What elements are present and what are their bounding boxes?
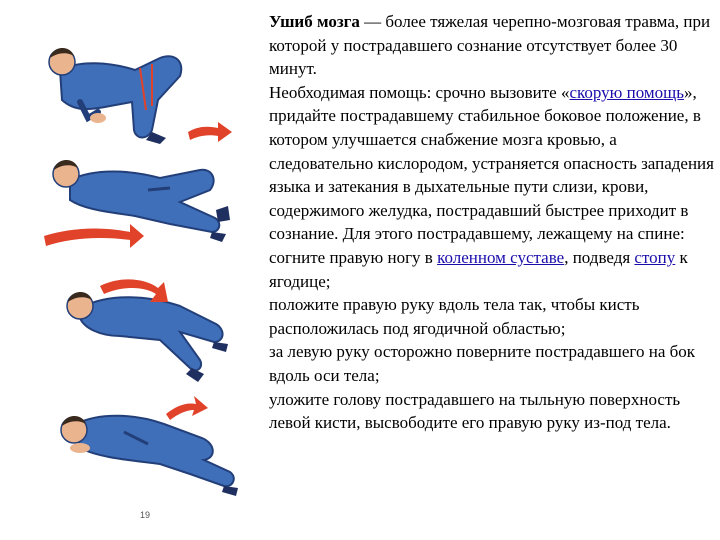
intro-text: — более тяжелая черепно-мозговая травма, при которой у пострадавшего сознание отсутствует более 30 минут. — [269, 12, 711, 79]
figure-step-4 — [61, 396, 238, 520]
step-4: уложите голову пострадавшего на тыльную поверхность левой кисти, высвободите его правую руку из-под тела. — [269, 389, 681, 433]
step-1 — [269, 246, 717, 293]
arrow-icon — [166, 396, 208, 420]
page-number: 19 — [140, 510, 151, 520]
step-2: положите правую руку вдоль тела так, чтобы кисть расположилась под ягодичной областью; — [269, 295, 640, 338]
figure-step-1 — [49, 48, 232, 144]
figure-step-3 — [67, 279, 228, 382]
figure-step-2 — [44, 160, 230, 248]
step-3: за левую руку осторожно поверните пострадавшего на бок вдоль оси тела; — [269, 342, 696, 385]
arrow-icon — [44, 224, 144, 248]
intro-paragraph — [269, 10, 717, 81]
ambulance-link[interactable]: скорую помощь — [569, 82, 685, 102]
article-text — [269, 10, 717, 435]
knee-joint-link[interactable]: коленном суставе — [437, 247, 565, 267]
help-text-after: », придайте пострадавшему стабильное боковое положение, в котором улучшается снабжение мозга кровью, а следовательно кислородом, устраняется опасность западения языка и затекания в дыхательные пути слизи, крови, содержимого желудка, пострадавший быстрее приходит в сознание. Для этого пострадавшему, лежащему на спине: — [269, 82, 714, 244]
help-paragraph — [269, 81, 717, 246]
step1-text-after: к ягодице; — [269, 247, 688, 291]
step1-text-before: согните правую ногу в — [269, 247, 438, 267]
arrow-icon — [188, 122, 232, 142]
foot-link[interactable]: стопу — [634, 247, 676, 267]
step1-text-mid: , подведя — [564, 247, 635, 267]
help-text-before: Необходимая помощь: срочно вызовите « — [269, 82, 570, 102]
term: Ушиб мозга — [269, 12, 360, 31]
recovery-position-illustration — [40, 40, 260, 520]
